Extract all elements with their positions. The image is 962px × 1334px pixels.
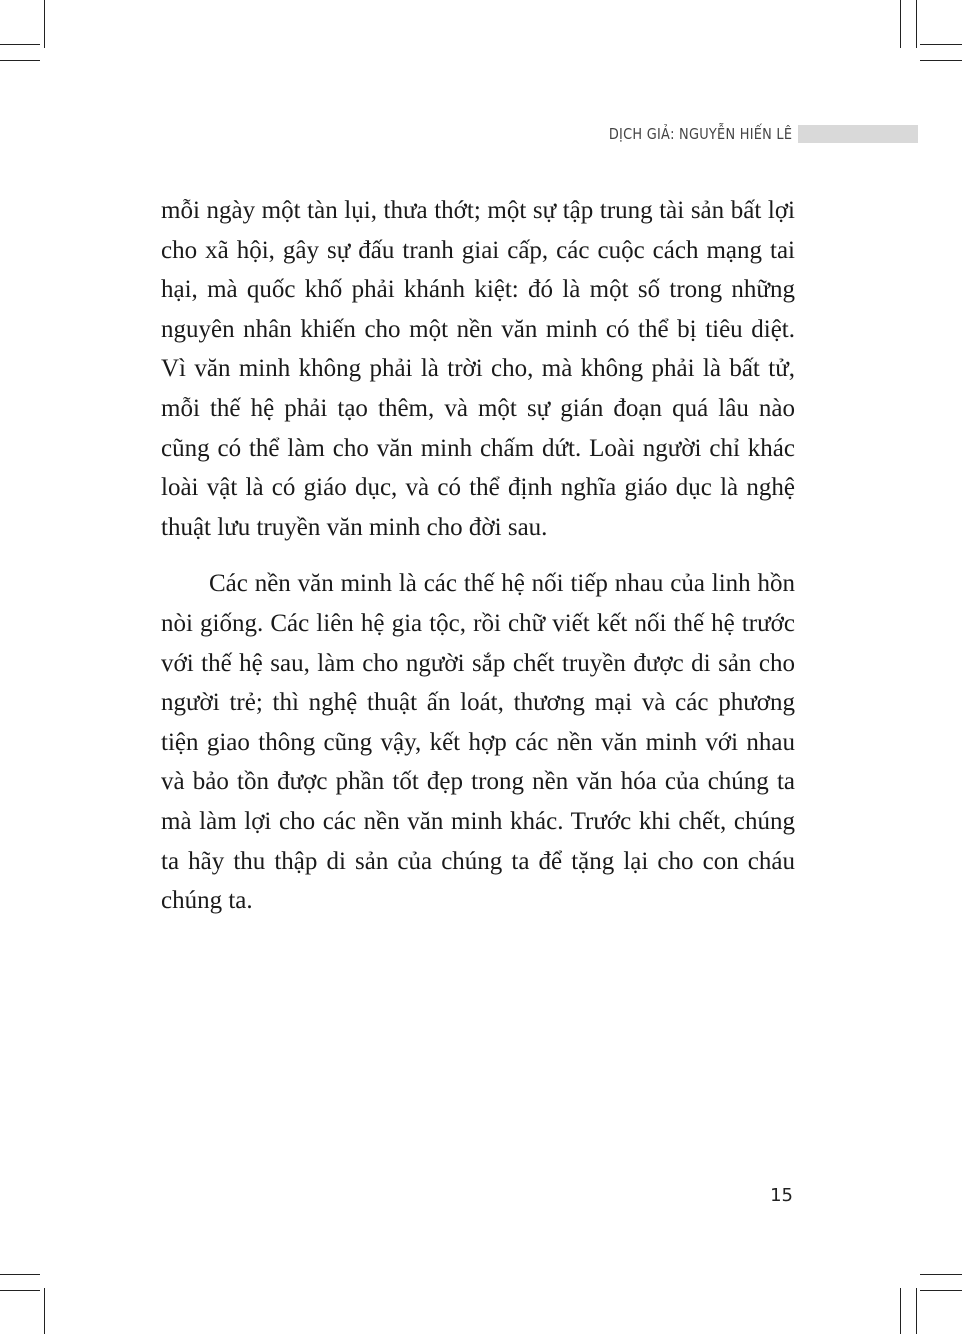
- crop-mark: [44, 1288, 45, 1334]
- crop-mark: [920, 1274, 962, 1275]
- crop-mark: [900, 0, 901, 48]
- crop-mark: [0, 1290, 40, 1291]
- page-number: 15: [770, 1185, 793, 1206]
- running-head-bar: [798, 125, 918, 143]
- running-head-title: DỊCH GIẢ: NGUYỄN HIẾN LÊ: [608, 125, 792, 143]
- paragraph: mỗi ngày một tàn lụi, thưa thớt; một sự tập trung tài sản bất lợi cho xã hội, gây sự đấu tranh giai cấp, các cuộc cách mạng tai hại, mà quốc khố phải khánh kiệt: đó là một số trong những nguyên nhân khiến cho một nền văn minh có thể bị tiêu diệt. Vì văn minh không phải là trời cho, mà không phải là bất tử, mỗi thế hệ phải tạo thêm, và một sự gián đoạn quá lâu nào cũng có thể làm cho văn minh chấm dứt. Loài người chỉ khác loài vật là có giáo dục, và có thể định nghĩa giáo dục là nghệ thuật lưu truyền văn minh cho đời sau.: [161, 197, 795, 541]
- crop-mark: [920, 1290, 962, 1291]
- running-head: [560, 124, 918, 144]
- crop-mark: [920, 60, 962, 61]
- crop-mark: [44, 0, 45, 48]
- body-text: [161, 191, 795, 921]
- crop-mark: [916, 1288, 917, 1334]
- crop-mark: [916, 0, 917, 48]
- crop-mark: [920, 44, 962, 45]
- paragraph: Các nền văn minh là các thế hệ nối tiếp nhau của linh hồn nòi giống. Các liên hệ gia tộc, rồi chữ viết kết nối thế hệ trước với thế hệ sau, làm cho người sắp chết truyền được di sản cho người trẻ; thì nghệ thuật ấn loát, thương mại và các phương tiện giao thông cũng vậy, kết hợp các nền văn minh với nhau và bảo tồn được phần tốt đẹp trong nền văn hóa của chúng ta mà làm lợi cho các nền văn minh khác. Trước khi chết, chúng ta hãy thu thập di sản của chúng ta để tặng lại cho con cháu chúng ta.: [161, 570, 795, 915]
- crop-mark: [0, 60, 40, 61]
- crop-mark: [0, 1274, 40, 1275]
- crop-mark: [0, 44, 40, 45]
- crop-mark: [900, 1288, 901, 1334]
